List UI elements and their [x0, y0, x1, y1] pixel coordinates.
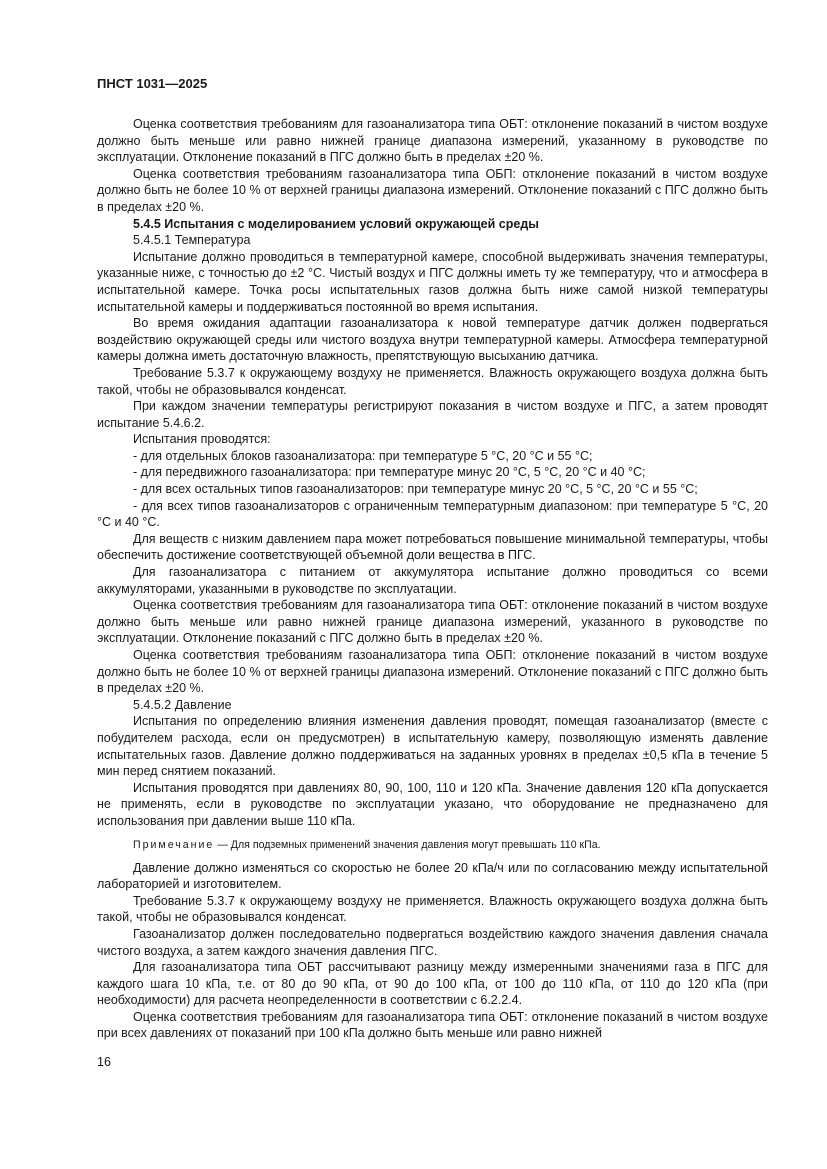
paragraph: Испытания по определению влияния изменения давления проводят, помещая газоанализатор (вместе с побудителем расхода, если он предусмотрен) в испытательную камеру, позволяющую изменять давление испытательных газов. Давление должно поддерживаться на заданных уровнях в пределах ±0,5 кПа в течение 5 мин перед снятием показаний. — [97, 714, 768, 779]
paragraph: Испытание должно проводиться в температурной камере, способной выдерживать значения температуры, указанные ниже, с точностью до ±2 °С. Чистый воздух и ПГС должны иметь ту же температуру, что и атмосфера в испытательной камере. Точка росы испытательных газов должна быть ниже самой низкой температуры испытательной камеры и поддерживаться постоянной во время испытания. — [97, 249, 768, 314]
paragraph: Для газоанализатора типа ОБТ рассчитывают разницу между измеренными значениями газа в ПГС для каждого шага 10 кПа, т.е. от 80 до 90 кПа, от 90 до 100 кПа, от 100 до 110 кПа, от 110 до 120 кПа (при необходимости) для расчета неопределенности в соответствии с 6.2.2.4. — [97, 960, 768, 1008]
paragraph: Оценка соответствия требованиям газоанализатора типа ОБП: отклонение показаний в чистом воздухе должно быть не более 10 % от верхней границы диапазона измерений. Отклонение показаний с ПГС должно быть в пределах ±20 %. — [97, 648, 768, 696]
list-item: - для отдельных блоков газоанализатора: при температуре 5 °С, 20 °С и 55 °С; — [133, 448, 593, 463]
paragraph: 5.4.5.1 Температура — [133, 233, 251, 248]
list-item: - для всех остальных типов газоанализаторов: при температуре минус 20 °С, 5 °С, 20 °С и 55 °С; — [133, 482, 698, 497]
paragraph: Испытания проводятся: — [133, 432, 271, 447]
paragraph: Требование 5.3.7 к окружающему воздуху не применяется. Влажность окружающего воздуха должна быть такой, чтобы не образовывался конденсат. — [97, 365, 768, 397]
paragraph: Испытания проводятся при давлениях 80, 90, 100, 110 и 120 кПа. Значение давления 120 кПа допускается не применять, если в руководстве по эксплуатации указано, что оборудование не предназначено для использования при давлении выше 110 кПа. — [97, 780, 768, 828]
paragraph: Оценка соответствия требованиям для газоанализатора типа ОБТ: отклонение показаний в чистом воздухе должно быть меньше или равно нижней границе диапазона измерений, указанному в руководстве по эксплуатации. Отклонение показаний в ПГС должно быть в пределах ±20 %. — [97, 117, 768, 165]
list-item: - для всех типов газоанализаторов с ограниченным температурным диапазоном: при температуре 5 °С, 20 °С и 40 °С. — [97, 498, 768, 530]
list-item: - для передвижного газоанализатора: при температуре минус 20 °С, 5 °С, 20 °С и 40 °С; — [133, 465, 646, 480]
paragraph: Оценка соответствия требованиям для газоанализатора типа ОБТ: отклонение показаний в чистом воздухе должно быть меньше или равно нижней границе диапазона измерений, указанного в руководстве по эксплуатации. Отклонение показаний с ПГС должно быть в пределах ±20 %. — [97, 598, 768, 646]
paragraph: Во время ожидания адаптации газоанализатора к новой температуре датчик должен подвергаться воздействию окружающей среды или чистого воздуха внутри температурной камеры. Атмосфера температурной камеры должна иметь достаточную влажность, препятствующую высыханию датчика. — [97, 316, 768, 364]
paragraph: Для газоанализатора с питанием от аккумулятора испытание должно проводиться со всеми аккумуляторами, указанными в руководстве по эксплуатации. — [97, 565, 768, 596]
note — [97, 838, 768, 852]
page-number: 16 — [97, 1055, 111, 1069]
document-body — [97, 116, 768, 1042]
document-header: ПНСТ 1031—2025 — [97, 76, 208, 91]
paragraph: При каждом значении температуры регистрируют показания в чистом воздухе и ПГС, а затем проводят испытание 5.4.6.2. — [97, 399, 768, 430]
paragraph: Требование 5.3.7 к окружающему воздуху не применяется. Влажность окружающего воздуха должна быть такой, чтобы не образовывался конденсат. — [97, 893, 768, 925]
paragraph: Оценка соответствия требованиям газоанализатора типа ОБП: отклонение показаний в чистом воздухе должно быть не более 10 % от верхней границы диапазона измерений. Отклонение показаний с ПГС должно быть в пределах ±20 %. — [97, 166, 768, 214]
paragraph: Давление должно изменяться со скоростью не более 20 кПа/ч или по согласованию между испытательной лабораторией и изготовителем. — [97, 860, 768, 892]
note-label: Примечание — [133, 838, 215, 851]
section-heading: 5.4.5 Испытания с моделированием условий окружающей среды — [133, 216, 539, 231]
paragraph: Газоанализатор должен последовательно подвергаться воздействию каждого значения давления сначала чистого воздуха, а затем каждого значения давления ПГС. — [97, 926, 768, 958]
paragraph: Для веществ с низким давлением пара может потребоваться повышение минимальной температуры, чтобы обеспечить достижение соответствующей объемной доли вещества в ПГС. — [97, 531, 768, 563]
paragraph: Оценка соответствия требованиям для газоанализатора типа ОБТ: отклонение показаний в чистом воздухе при всех давлениях от показаний при 100 кПа должно быть меньше или равно нижней — [97, 1009, 768, 1041]
note-text: — Для подземных применений значения давления могут превышать 110 кПа. — [214, 838, 601, 851]
paragraph: 5.4.5.2 Давление — [133, 697, 232, 712]
